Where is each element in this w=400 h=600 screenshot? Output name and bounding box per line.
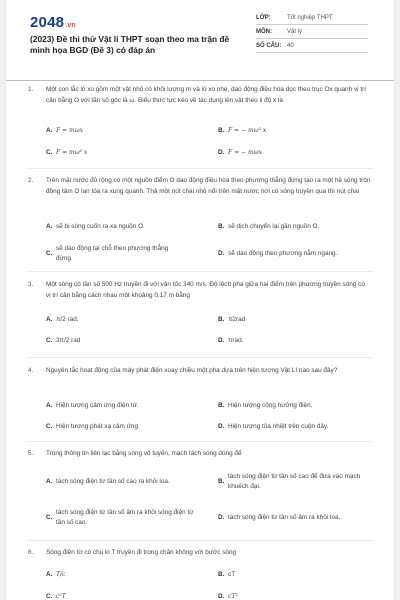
option-letter: D.	[218, 149, 225, 156]
logo-suffix: .vn	[65, 22, 76, 29]
option-letter: A.	[46, 223, 53, 230]
question-text: Một sóng có tần số 500 Hz truyền đi với vận tốc 340 m/s. Độ lệch pha giữa hai điểm trên phương truyền sóng có vị trí cân bằng cách nhau một khoảng 0,17 m bằng	[46, 281, 365, 299]
option-text: F = mωx	[56, 127, 83, 134]
meta-row-subject	[256, 25, 368, 39]
option-c[interactable]	[46, 422, 181, 432]
meta-label: MÔN:	[256, 28, 272, 35]
option-text: tách sóng điện từ tần số cao ra khỏi loa.	[56, 478, 170, 485]
option-letter: B.	[218, 223, 225, 230]
question-text: Trên mặt nước đủ rộng có một nguồn điểm O dao động điều hòa theo phương thẳng đứng tạo ra một hệ sóng tròn đồng tâm O lan tỏa ra xung quanh. Thả một nút chai nhỏ nổi trên mặt nước nơi có sóng truyền qua thì nút chai	[46, 177, 371, 195]
option-letter: B.	[218, 316, 225, 323]
question-text: Sóng điện từ có chu kì T truyền đi trong chân không với bước sóng	[46, 549, 237, 556]
option-text: 3π/2 rad	[56, 337, 81, 344]
meta-row-class	[256, 11, 368, 25]
option-b[interactable]	[218, 472, 373, 492]
meta-row-count	[256, 39, 368, 53]
option-a[interactable]	[46, 477, 206, 487]
option-c[interactable]	[46, 244, 174, 264]
option-letter: C.	[46, 149, 53, 156]
option-a[interactable]	[46, 401, 181, 411]
meta-label: LỚP:	[256, 14, 271, 21]
option-d[interactable]	[218, 513, 378, 523]
option-a[interactable]	[46, 570, 181, 580]
question-number: 1.	[28, 86, 34, 93]
option-b[interactable]	[218, 126, 353, 136]
option-text: sẽ bị sóng cuốn ra xa nguồn O.	[56, 223, 145, 230]
document-page	[6, 0, 394, 600]
question-divider	[28, 540, 373, 541]
option-b[interactable]	[218, 222, 353, 232]
option-text: T/c	[56, 571, 66, 578]
option-text: cT	[228, 571, 236, 578]
option-text: sẽ dịch chuyển lại gần nguồn O.	[228, 223, 320, 230]
question-number: 4.	[28, 367, 34, 374]
option-letter: B.	[218, 571, 225, 578]
option-d[interactable]	[218, 336, 353, 346]
meta-table	[256, 11, 368, 53]
option-d[interactable]	[218, 148, 353, 158]
option-text: Hiện tượng cảm ứng điện từ.	[56, 402, 139, 409]
logo-text: 2048	[30, 14, 65, 31]
question-text: Một con lắc lò xo gồm một vật nhỏ có khối lượng m và lò xo nhẹ, dao động điều hòa dọc theo trục Ox quanh vị trí cân bằng O với tần số góc là ω. Biểu thức lực kéo về tác dụng lên vật theo li độ x là	[46, 86, 367, 104]
option-text: tách sóng điện từ tần số cao để đưa vào mạch khuếch đại.	[228, 473, 361, 490]
option-letter: C.	[46, 423, 53, 430]
question-number: 6.	[28, 549, 34, 556]
header-divider	[6, 80, 394, 81]
option-text: tách sóng điện từ tần số âm ra khỏi sóng điện từ tần số cao.	[56, 509, 194, 526]
option-letter: A.	[46, 478, 53, 485]
option-letter: B.	[218, 478, 225, 485]
option-letter: A.	[46, 316, 53, 323]
question-divider	[28, 271, 373, 272]
question-number: 5.	[28, 450, 34, 457]
option-text: π/2 rad.	[56, 316, 79, 323]
question-divider	[28, 441, 373, 442]
site-logo[interactable]	[30, 14, 76, 31]
option-text: πrad.	[228, 337, 244, 344]
option-b[interactable]	[218, 570, 353, 580]
option-letter: B.	[218, 402, 225, 409]
question-number: 2.	[28, 177, 34, 184]
question-number: 3.	[28, 281, 34, 288]
option-text: c²T	[56, 593, 66, 600]
option-letter: C.	[46, 337, 53, 344]
meta-value: Tốt nghiệp THPT	[287, 14, 333, 21]
option-letter: A.	[46, 127, 53, 134]
option-letter: C.	[46, 514, 53, 521]
option-letter: D.	[218, 250, 225, 257]
meta-value: Vật lý	[287, 28, 303, 35]
option-text: cT²	[228, 593, 238, 600]
question-divider	[28, 357, 373, 358]
option-c[interactable]	[46, 592, 181, 600]
question-divider	[28, 168, 373, 169]
option-c[interactable]	[46, 336, 181, 346]
option-text: F = − mωx	[228, 149, 262, 156]
option-text: F = − mω² x	[228, 127, 267, 134]
option-letter: D.	[218, 593, 225, 600]
option-d[interactable]	[218, 592, 353, 600]
option-letter: D.	[218, 337, 225, 344]
option-text: sẽ dao động tại chỗ theo phương thẳng đứng.	[56, 245, 169, 262]
option-d[interactable]	[218, 249, 368, 259]
option-text: Hiện tượng tỏa nhiệt trên cuộn dây.	[228, 423, 329, 430]
option-text: F = mω² x	[56, 149, 88, 156]
question-text: Nguyên tắc hoạt động của máy phát điện xoay chiều một pha dựa trên hiện tượng Vật Lí nào sau đây?	[46, 367, 338, 374]
option-text: sẽ dao động theo phương nằm ngang.	[228, 250, 338, 257]
option-letter: B.	[218, 127, 225, 134]
option-c[interactable]	[46, 508, 196, 528]
option-a[interactable]	[46, 126, 181, 136]
option-d[interactable]	[218, 422, 378, 432]
page-title: (2023) Đề thi thử Vật lí THPT soạn theo ma trận đề minh họa BGD (Đề 3) có đáp án	[30, 34, 230, 55]
option-text: Hiện tượng cộng hưởng điện.	[228, 402, 313, 409]
option-letter: A.	[46, 402, 53, 409]
option-a[interactable]	[46, 315, 181, 325]
option-a[interactable]	[46, 222, 181, 232]
meta-label: SỐ CÂU:	[256, 42, 282, 49]
option-b[interactable]	[218, 315, 353, 325]
question-text: Trong thông tin liên lạc bằng sóng vô tuyến, mạch tách sóng dùng để	[46, 450, 242, 457]
option-letter: C.	[46, 593, 53, 600]
option-text: tách sóng điện từ tần số âm ra khỏi loa.	[228, 514, 341, 521]
option-letter: D.	[218, 514, 225, 521]
option-c[interactable]	[46, 148, 181, 158]
option-text: Hiện tượng phát xạ cảm ứng	[56, 423, 139, 430]
meta-value: 40	[287, 42, 294, 49]
option-letter: C.	[46, 250, 53, 257]
option-text: π2rad	[228, 316, 246, 323]
document-header	[6, 0, 394, 60]
option-letter: D.	[218, 423, 225, 430]
option-letter: A.	[46, 571, 53, 578]
option-b[interactable]	[218, 401, 353, 411]
